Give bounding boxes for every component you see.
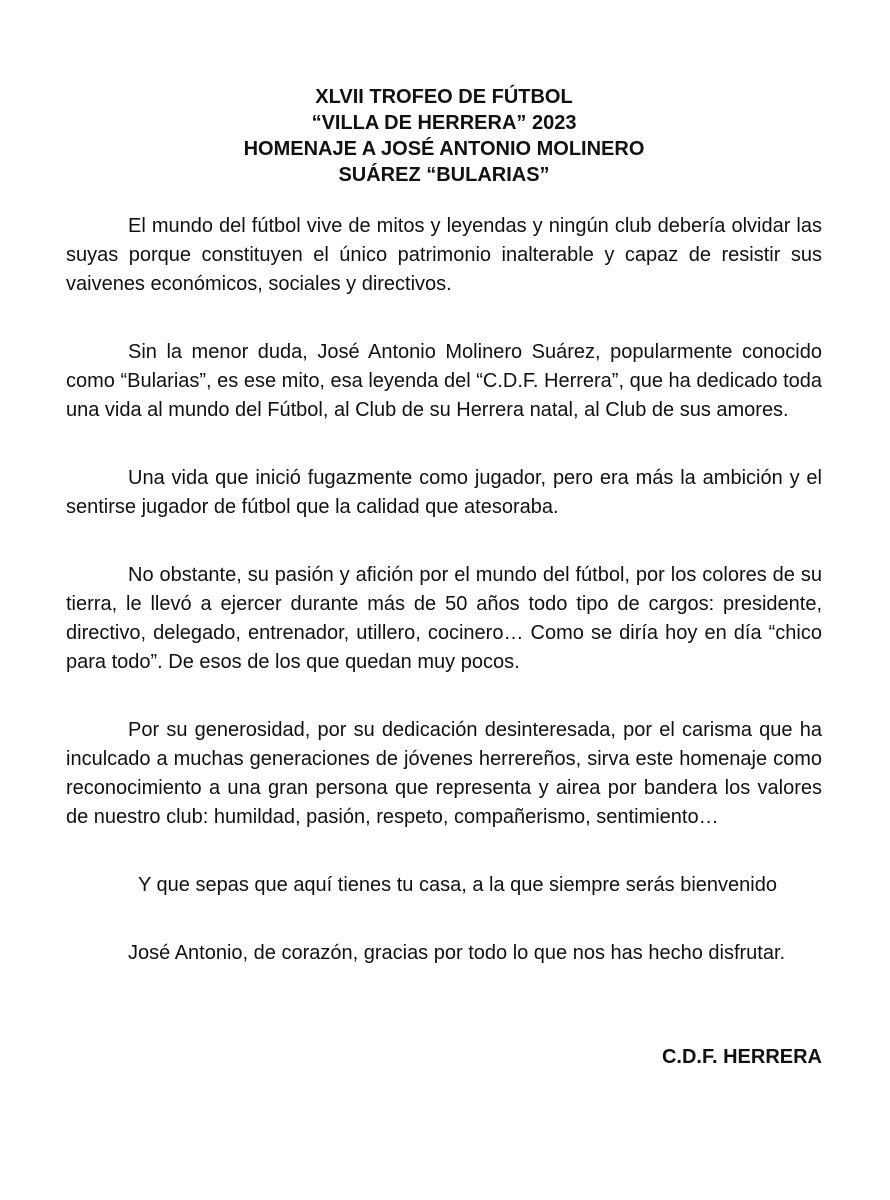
signature: C.D.F. HERRERA [661, 1046, 822, 1068]
paragraph-5: Por su generosidad, por su dedicación desinteresada, por el carisma que ha inculcado a muchas generaciones de jóvenes herrereños, sirva este homenaje como reconocimiento a una gran persona que representa y airea por bandera los valores de nuestro club: humildad, pasión, respeto, compañerismo, sentimiento… [66, 719, 822, 828]
letter-body [66, 212, 822, 1007]
paragraph-4: No obstante, su pasión y afición por el mundo del fútbol, por los colores de su tierra, le llevó a ejercer durante más de 50 años todo tipo de cargos: presidente, directivo, delegado, entrenador, utillero, cocinero… Como se diría hoy en día “chico para todo”. De esos de los que quedan muy pocos. [66, 564, 822, 673]
paragraph-3: Una vida que inició fugazmente como jugador, pero era más la ambición y el sentirse jugador de fútbol que la calidad que atesoraba. [66, 467, 822, 518]
title-line-3: HOMENAJE A JOSÉ ANTONIO MOLINERO [243, 138, 645, 160]
document-title [66, 84, 822, 188]
paragraph-1: El mundo del fútbol vive de mitos y leyendas y ningún club debería olvidar las suyas porque constituyen el único patrimonio inalterable y capaz de resistir sus vaivenes económicos, sociales y directivos. [66, 215, 822, 295]
title-line-4: SUÁREZ “BULARIAS” [338, 164, 550, 186]
title-line-2: “VILLA DE HERRERA” 2023 [311, 112, 577, 134]
paragraph-7: José Antonio, de corazón, gracias por todo lo que nos has hecho disfrutar. [128, 942, 786, 964]
title-line-1: XLVII TROFEO DE FÚTBOL [315, 86, 573, 108]
paragraph-2: Sin la menor duda, José Antonio Molinero Suárez, popularmente conocido como “Bularias”, es ese mito, esa leyenda del “C.D.F. Herrera”, que ha dedicado toda una vida al mundo del Fútbol, al Club de su Herrera natal, al Club de sus amores. [66, 341, 822, 421]
paragraph-6: Y que sepas que aquí tienes tu casa, a la que siempre serás bienvenido [138, 874, 777, 896]
